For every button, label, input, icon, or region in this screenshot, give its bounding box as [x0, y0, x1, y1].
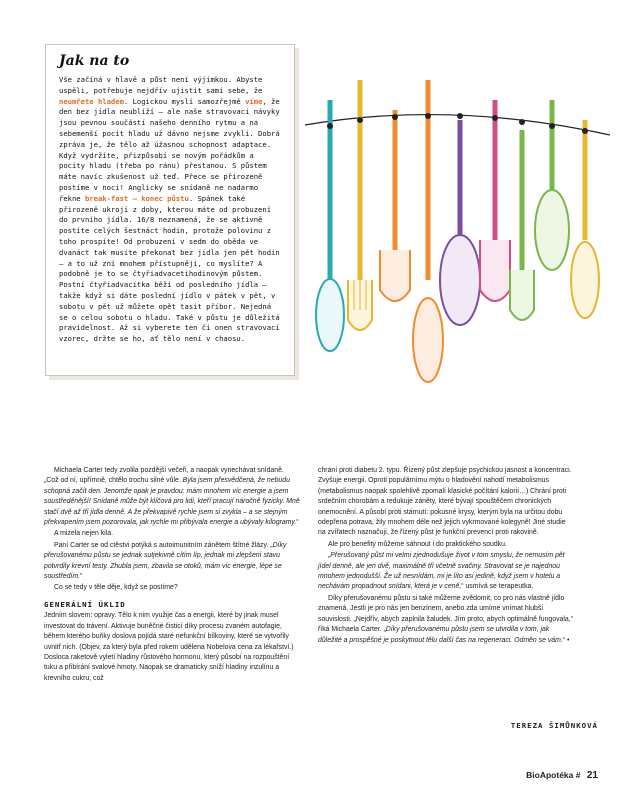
body-text: Ale pro benefity můžeme sáhnout i do praktického soudku. [328, 540, 507, 548]
quote-text: Díky přerušovanému půstu se jednak sutjekivně cítím líp, jednak mi zlepšení stavu potvrdily krevní testy. Zhubla jsem, zbavila se otoků, mám víc energie, lépe se soustředím. [44, 541, 287, 581]
article-paragraph [44, 541, 300, 583]
magazine-name: BioApotéka [526, 770, 574, 780]
page-footer [526, 770, 598, 781]
sidebar-text-run: . Spánek také přirozeně ukrojí z doby, kterou máte od probuzení do prvního jídla. 16/8 neznamená, že se aktivně postíte celých šestnáct hodin, protože polovinu z toho prospíte! Od probuzení v sedm do oběda ve dvanáct tak musíte překonat bez jídla jen pět hodin – a to už zní mnohem přístupněji, co myslíte? A podobně je to se čtyřiadvacetihodinovým půstem. Postní čtyřiadvacítka běží od posledního jídla – takže když si dáte poslední jídlo v pátek v pět, v sobotu v pět už můžete opět tasit příbor. Nejedná se o celou sobotu o hladu. Také v půstu je důležitá pravidelnost. Až si vyberete ten či onen stravovací vzorec, držte se ho, ať tělo není v chaosu. [59, 193, 280, 344]
section-heading: GENERÁLNÍ ÚKLID [44, 599, 126, 609]
author-name: TEREZA ŠIMŮNKOVÁ [510, 721, 598, 730]
article-paragraph [318, 466, 574, 539]
body-text: Paní Carter se od ctěstvi potýká s autoimunitním zánětem štítné žlázy. „ [54, 541, 273, 549]
body-text: “ [296, 519, 299, 527]
sidebar-box [45, 44, 295, 376]
article-paragraph [318, 540, 574, 550]
spoon-illustration [413, 80, 443, 382]
body-text: Díky přerušovanému půstu si také můžeme zvědomit, co pro nás vlastně jídlo znamená. Jestli je pro nás jen benzínem, anebo zda umíme vnímat hlubší souvislosti. „Nejdřív, abych zaplnila žaludek. Jím proto, abych optimálně fungovala,“ říká Michaela Carter. „ [318, 594, 573, 634]
article-column-left [44, 466, 300, 685]
body-text: A mizela nejen kila. [54, 530, 113, 538]
body-text: Jedním slovem: opravy. Tělo k nim využije čas a energii, které by jinak musel investovat do trávení. Aktivuje buněčné čisticí díky procesu zvaném autofagie, během kterého buňky doslova pojídá staré nefunkční bílkoviny, které se vytvořily uvnitř nich. (Objev, za který byla před rokem udělena Nobelova cena za lékařství.) Dosloca raketově vyletí hladiny růstového hormonu, který působí na rozpouštění tuku a přibírání svalové hmoty. Naopak se dramaticky sníží hladiny inzulínu a krevního cukru, což [44, 612, 294, 682]
article-paragraph [318, 594, 574, 646]
fork-illustration [380, 110, 410, 301]
spoon-illustration [316, 100, 344, 351]
quote-text: Byla jsem přesvědčená, že nebudu schopná začít den. Jenomže opak je pravdou: mám mnohem víc energie a jsem soustředěnější! Snídaně může být klíčová pro lidi, kteří pracují náročně fyzicky. Mně stačí dvě až tři jídla denně. A že překvapivě rychle jsem si zvykla – a se stejným překvapením jsem pozorovala, jak rychle mi přibývala energie a ubývaly kilogramy. [44, 477, 300, 527]
body-text: Michaela Carter tedy zvolila pozdější večeři, a naopak vynechávat snídaně. „Což od ní, upřímně, chtělo trochu silné vůle. [44, 467, 284, 485]
body-text: “ usmívá se terapeutka. [461, 583, 534, 591]
sidebar-highlight: break-fast – konec půstu [84, 193, 189, 203]
body-text: „ [328, 552, 331, 560]
sidebar-text-run: . Logickou myslí samozřejmě [123, 96, 246, 106]
sidebar-text-run: Vše začíná v hlavě a půst není výjimkou. Abyste uspěli, potřebuje nejdřív ujistit sami sebe, že [59, 75, 263, 95]
sidebar-title: Jak na to [59, 53, 130, 69]
article-paragraph [44, 583, 300, 593]
spoon-illustration [571, 120, 599, 318]
fork-illustration [510, 130, 534, 320]
article-paragraph [44, 529, 300, 539]
body-text: “ [80, 573, 83, 581]
cutlery-illustration [300, 40, 615, 400]
sidebar-highlight: víme [245, 96, 263, 106]
fork-illustration [480, 100, 510, 301]
sidebar-highlight: neumřete hladem [59, 96, 124, 106]
article-paragraph [318, 551, 574, 593]
body-text: “ • [562, 636, 570, 644]
body-text: chrání proti diabetu 2. typu. Řízený půst zlepšuje psychickou jasnost a koncentraci. Zvyšuje energii. Oproti populárnímu mýtu o hladovění nahodí metabolismus (metabolismus naopak spolehlivě zpomalí klasické počítání kalorií…) Chrání proti srdečním chorobám a redukuje záněty, které bývají spouštěčem chronických onemocnění. A působí proti stárnutí: pokusné krysy, kterým byla na určitou dobu odepřena potrava, žily mnohem déle než jejich vykrmované kolegyně! Jiné studie na zvířatech naznačují, že řízený půst je funkční prevencí proti rakovině. [318, 467, 572, 537]
page-number: 21 [586, 770, 598, 781]
article-paragraph [44, 466, 300, 528]
quote-text: Díky přerušovanému půstu jsem se utvrdila v tom, jak důležité a prospěšné je poskytnout tělu další čas na regeneraci. Odměn se vám. [318, 626, 563, 644]
spoon-illustration [440, 120, 480, 325]
article-column-right [318, 466, 574, 647]
body-text: Co se tedy v těle děje, když se postíme? [54, 584, 178, 592]
quote-text: Přerušovaný půst mi velmi zjednodušuje život v tom smyslu, že nemusím pět jídel denně, ale jen dvě, maximálně tři včetně svačiny. Stravovat se je najednou mnohem jednodušší. Že už nesnídám, mi je líto asi jedině, když jsem v hotelu a nechávám propadnout snídani, která je v ceně, [318, 552, 565, 591]
sidebar-text [59, 75, 283, 345]
sidebar-text-run: , že den bez jídla neublíží – ale naše stravovací návyky jsou pevnou součástí našeho denního rytmu a na sebemenší pocit hladu už dávno nejsme zvyklí. Dobrá zpráva je, že tělo až úžasnou schopnost adaptace. Když vydržíte, přizpůsobí se novým pořádkům a pocity hladu (třeba po ránu) přestanou. S půstem máte navíc zkušenost už teď. Přece se přirozeně postíme v noci! Anglicky se snídaně ne nadarmo řekne [59, 96, 280, 203]
page-separator: # [575, 770, 581, 780]
article-paragraph [44, 611, 300, 684]
